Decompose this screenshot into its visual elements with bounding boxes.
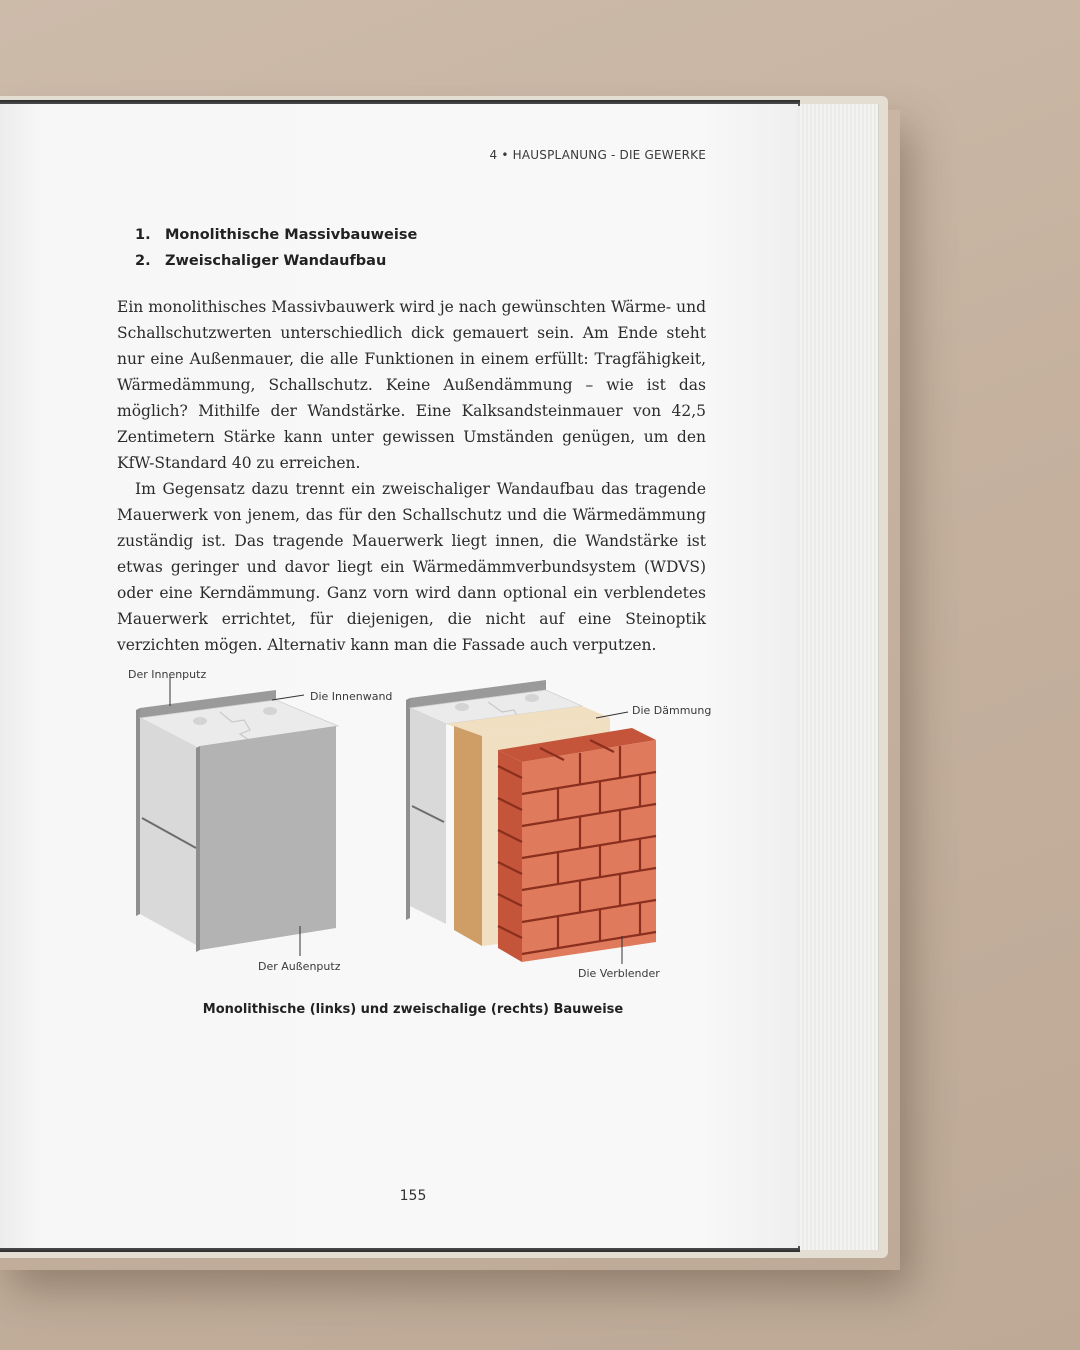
page-block-edges bbox=[792, 104, 879, 1250]
list-item-number: 2. bbox=[135, 253, 151, 269]
inner-plaster-edge bbox=[406, 698, 410, 920]
monolithic-wall-illustration bbox=[136, 676, 338, 956]
running-head: 4 • HAUSPLANUNG - DIE GEWERKE bbox=[489, 148, 706, 162]
label-verblender: Die Verblender bbox=[578, 967, 660, 980]
list-item-label: Monolithische Massivbauweise bbox=[165, 227, 418, 243]
brick-veneer bbox=[498, 728, 656, 962]
label-aussenputz: Der Außenputz bbox=[258, 960, 341, 973]
label-innenwand: Die Innenwand bbox=[310, 690, 393, 703]
paragraph: Im Gegensatz dazu trennt ein zweischaliger Wandaufbau das tragende Mauerwerk von jenem, das für den Schallschutz und die Wärmedämmung zuständig ist. Das tragende Mauerwerk liegt innen, die Wandstärke ist etwas geringer und davor liegt ein Wärmedämmverbundsystem (WDVS) oder eine Kerndämmung. Ganz vorn wird dann optional ein verblendetes Mauerwerk errichtet, für diejenigen, die nicht auf eine Steinoptik verzichten mögen. Alternativ kann man die Fassade auch verputzen. bbox=[117, 480, 706, 654]
leader-line bbox=[272, 695, 304, 700]
insulation-side-face bbox=[454, 726, 482, 946]
list-item-label: Zweischaliger Wandaufbau bbox=[165, 253, 387, 269]
list-item bbox=[135, 248, 417, 274]
body-text bbox=[117, 294, 706, 658]
list-item-number: 1. bbox=[135, 227, 151, 243]
block-hole bbox=[263, 707, 277, 715]
label-daemmung: Die Dämmung bbox=[632, 704, 712, 717]
brick-front-face bbox=[522, 740, 656, 962]
outer-plaster-edge bbox=[196, 746, 200, 952]
inner-plaster-edge bbox=[136, 708, 140, 916]
double-shell-wall-illustration bbox=[406, 680, 656, 964]
block-hole bbox=[193, 717, 207, 725]
label-innenputz: Der Innenputz bbox=[128, 668, 207, 681]
wall-construction-figure bbox=[110, 660, 730, 990]
outer-plaster-face bbox=[200, 726, 336, 950]
paragraph: Ein monolithisches Massivbauwerk wird je nach gewünschten Wärme- und Schallschutzwerten unterschiedlich dick gemauert sein. Am Ende steht nur eine Außenmauer, die alle Funktionen in einem erfüllt: Tragfähigkeit, Wärmedämmung, Schallschutz. Keine Außendämmung – wie ist das möglich? Mithilfe der Wandstärke. Eine Kalksandsteinmauer von 42,5 Zentimetern Stärke kann unter gewissen Umständen genügen, um den KfW-Standard 40 zu erreichen. bbox=[117, 298, 706, 472]
block-side-face bbox=[410, 708, 446, 924]
figure-caption: Monolithische (links) und zweischalige (rechts) Bauweise bbox=[202, 1002, 624, 1017]
block-hole bbox=[455, 703, 469, 711]
numbered-list bbox=[135, 222, 417, 274]
list-item bbox=[135, 222, 417, 248]
page-number: 155 bbox=[399, 1188, 427, 1204]
brick-side-face bbox=[498, 750, 522, 962]
block-hole bbox=[525, 694, 539, 702]
